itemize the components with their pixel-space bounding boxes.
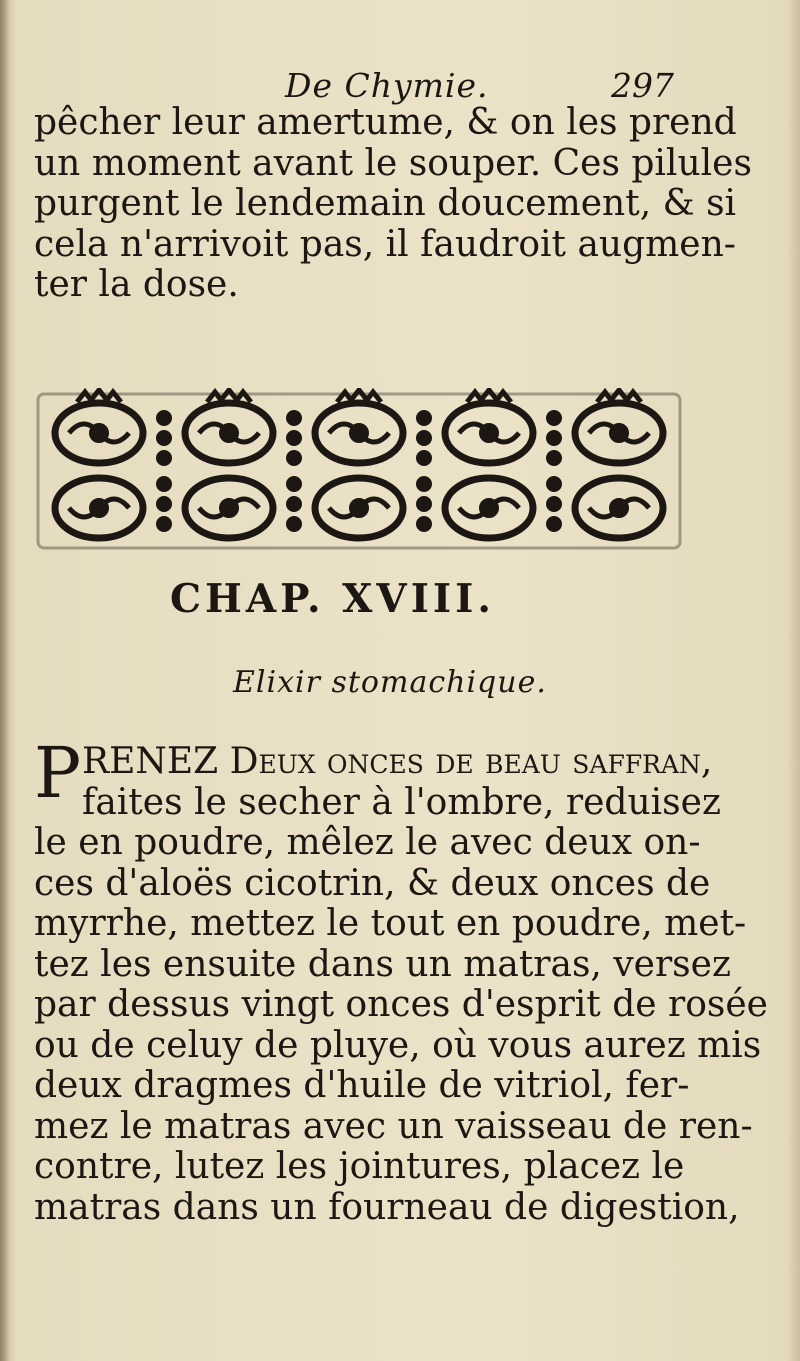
fleuron-band-icon [34,388,684,554]
text-line: matras dans un fourneau de digestion, [34,1186,740,1228]
page-number: 297 [611,66,674,105]
text-line: RENEZ Deux onces de beau saffran, [82,741,713,782]
text-line: ter la dose. [34,264,239,305]
text-line: par dessus vingt onces d'esprit de rosée [34,984,768,1025]
text-line: myrrhe, mettez le tout en poudre, met- [34,903,747,944]
text-line: faites le secher à l'ombre, reduisez [82,781,721,823]
text-line: ou de celuy de pluye, où vous aurez mis [34,1024,762,1066]
text-line: deux dragmes d'huile de vitriol, fer- [34,1065,690,1106]
text-line: mez le matras avec un vaisseau de ren- [34,1105,753,1147]
text-line: contre, lutez les jointures, placez le [34,1146,685,1187]
text-line: purgent le lendemain doucement, & si [34,183,737,224]
page-gutter-shadow [0,0,10,1361]
text-line: un moment avant le souper. Ces pilules [34,142,752,184]
running-title: De Chymie. [285,66,489,105]
main-paragraph [34,741,768,1228]
top-paragraph [34,102,752,306]
page-edge [786,0,800,1361]
text-line: cela n'arrivoit pas, il faudroit augmen- [34,223,736,265]
text-line: ces d'aloës cicotrin, & deux onces de [34,862,711,904]
text-line: tez les ensuite dans un matras, versez [34,943,731,985]
chapter-heading: CHAP. XVIII. [170,576,495,622]
text-line: le en poudre, mêlez le avec deux on- [34,822,701,863]
text-line: pêcher leur amertume, & on les prend [34,102,737,143]
section-title: Elixir stomachique. [233,665,547,700]
drop-cap: P [34,732,82,814]
